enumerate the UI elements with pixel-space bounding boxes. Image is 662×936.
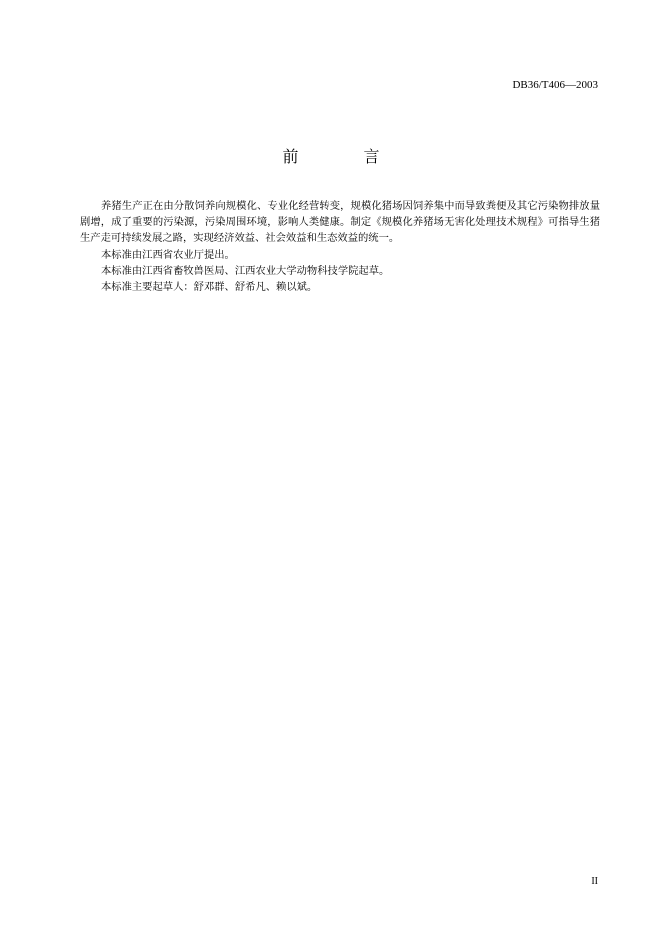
standard-code: DB36/T406—2003 [512,79,598,91]
paragraph-proposer: 本标准由江西省农业厅提出。 [101,248,235,261]
preface-body [80,198,600,295]
paragraph-drafting-units: 本标准由江西省畜牧兽医局、江西农业大学动物科技学院起草。 [101,264,390,277]
paragraph-drafters: 本标准主要起草人：舒邓群、舒希凡、赖以斌。 [101,281,318,294]
page-number: II [591,876,598,887]
paragraph-background: 养猪生产正在由分散饲养向规模化、专业化经营转变，规模化猪场因饲养集中而导致粪便及其它污染物排放量剧增，成了重要的污染源，污染周围环境，影响人类健康。制定《规模化养猪场无害化处理技术规程》可指导生猪生产走可持续发展之路，实现经济效益、社会效益和生态效益的统一。 [80,200,600,245]
page-title: 前 言 [282,147,410,166]
